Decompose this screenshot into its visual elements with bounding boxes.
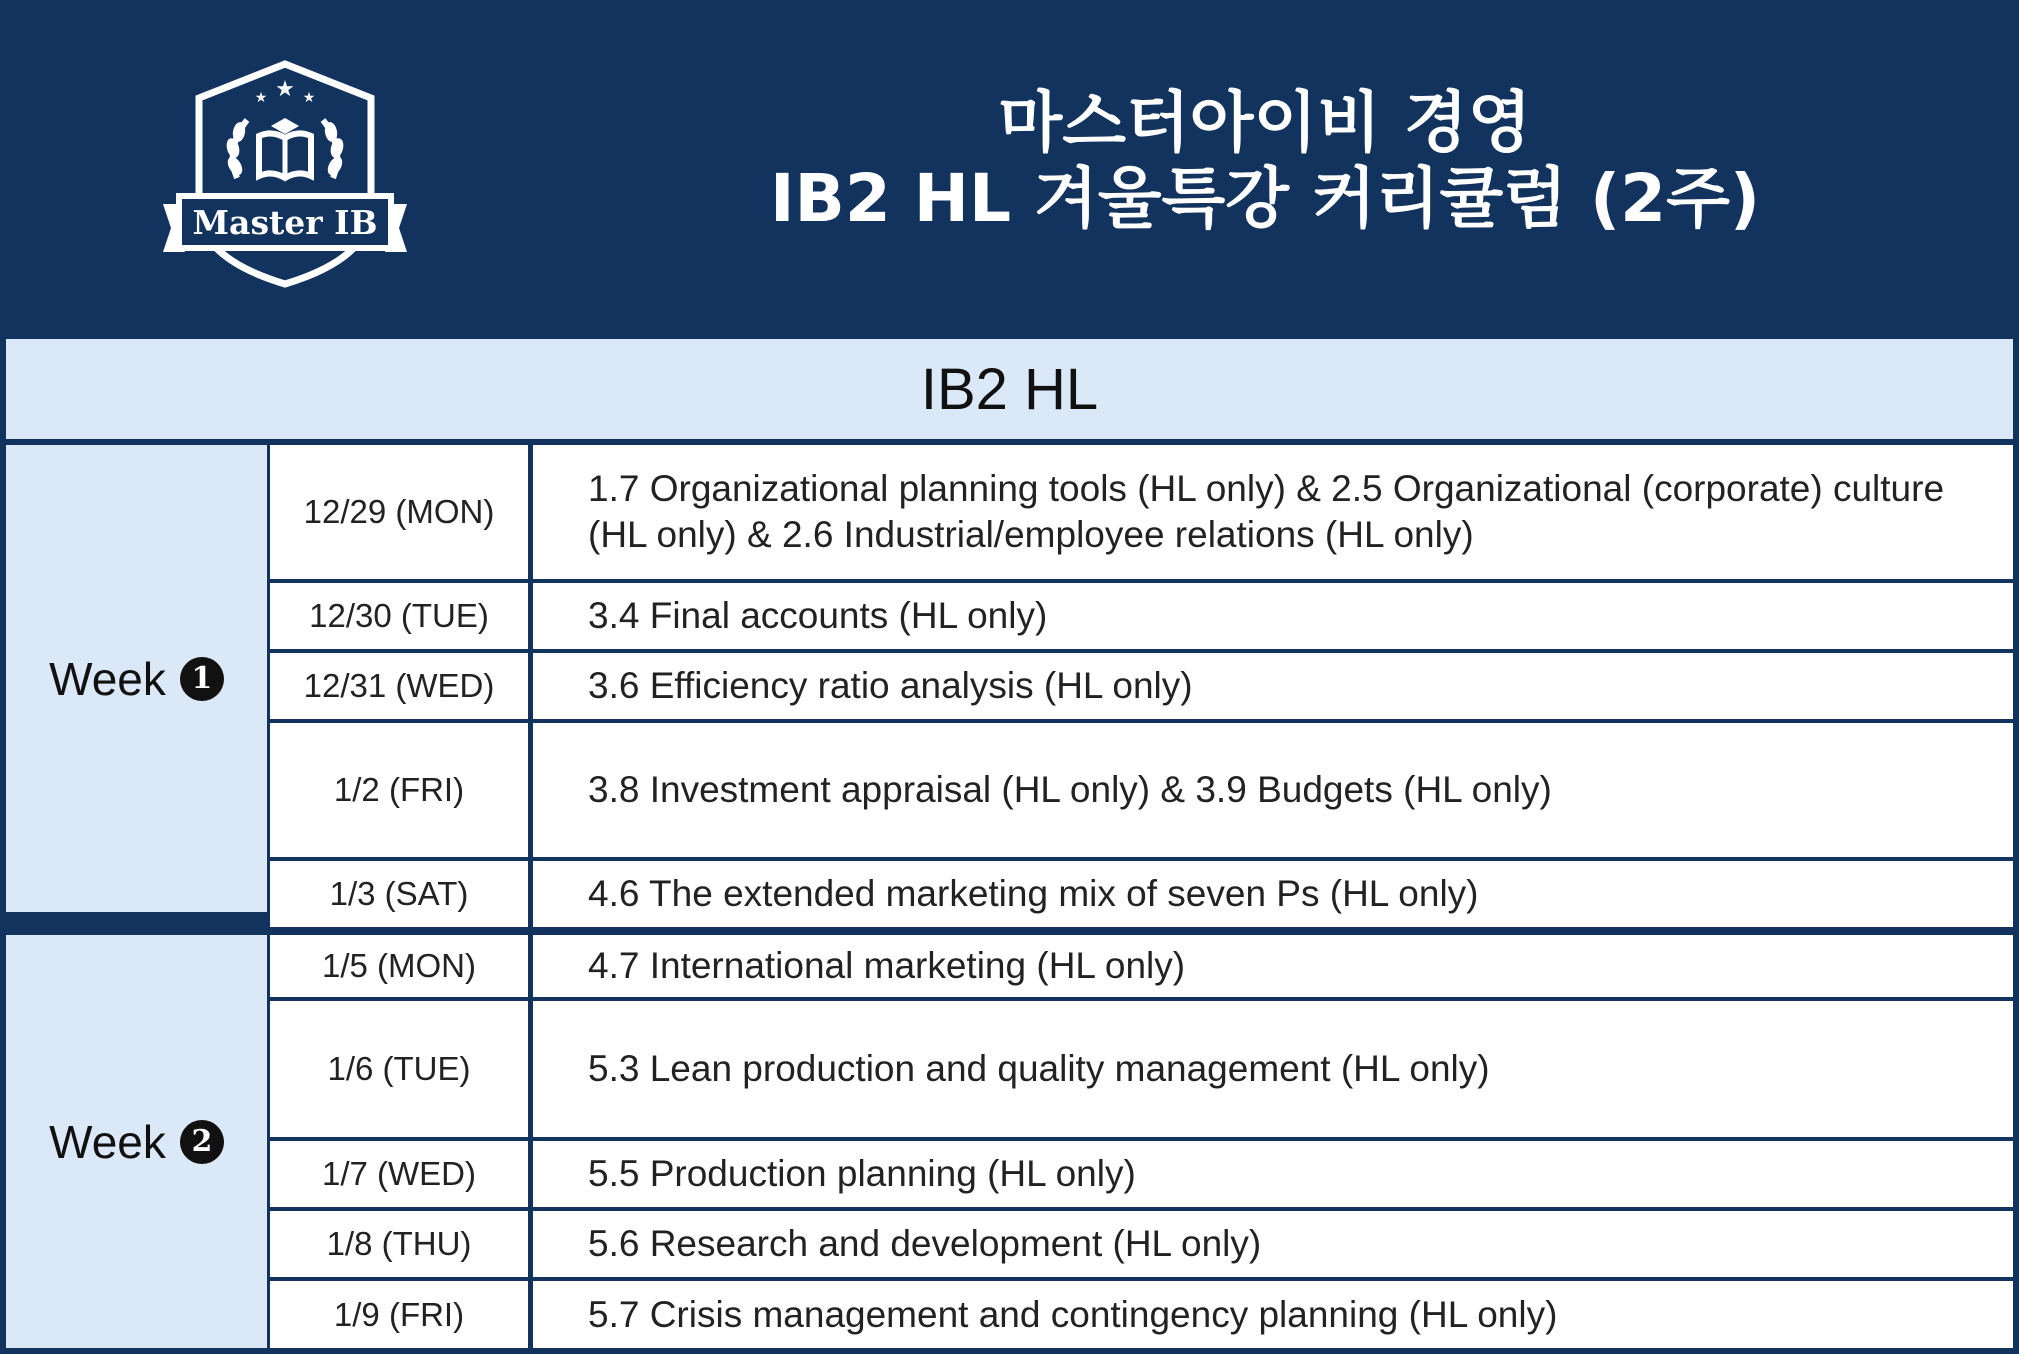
topic-cell: 3.4 Final accounts (HL only) [533, 583, 2013, 649]
date-cell: 1/5 (MON) [270, 935, 528, 997]
date-cell: 1/3 (SAT) [270, 861, 528, 927]
date-cell: 1/2 (FRI) [270, 723, 528, 857]
logo-text: Master IB [192, 203, 378, 242]
svg-text:★: ★ [254, 90, 268, 106]
title-line-1: 마스터아이비 경영 [998, 84, 1532, 161]
date-cell: 1/7 (WED) [270, 1141, 528, 1207]
week-2-cell [6, 935, 267, 1348]
svg-text:★: ★ [275, 77, 295, 102]
svg-text:★: ★ [302, 90, 316, 106]
topic-cell: 5.5 Production planning (HL only) [533, 1141, 2013, 1207]
topic-cell: 5.7 Crisis management and contingency planning (HL only) [533, 1281, 2013, 1348]
date-cell: 1/9 (FRI) [270, 1281, 528, 1348]
date-cell: 12/29 (MON) [270, 445, 528, 579]
topic-cell: 1.7 Organizational planning tools (HL only) & 2.5 Organizational (corporate) culture (HL only) & 2.6 Industrial/employee relations (HL only) [533, 445, 2013, 579]
week-1-cell [6, 445, 267, 912]
page-title [520, 85, 2010, 237]
week-number-badge: 2 [180, 1120, 224, 1164]
date-cell: 12/31 (WED) [270, 653, 528, 719]
topic-cell: 4.6 The extended marketing mix of seven Ps (HL only) [533, 861, 2013, 927]
topic-cell: 3.8 Investment appraisal (HL only) & 3.9 Budgets (HL only) [533, 723, 2013, 857]
topic-cell: 5.3 Lean production and quality management (HL only) [533, 1001, 2013, 1137]
topic-cell: 4.7 International marketing (HL only) [533, 935, 2013, 997]
master-ib-logo [155, 58, 415, 290]
topic-cell: 5.6 Research and development (HL only) [533, 1211, 2013, 1277]
topic-cell: 3.6 Efficiency ratio analysis (HL only) [533, 653, 2013, 719]
curriculum-table [6, 339, 2013, 1348]
header [0, 0, 2019, 339]
week-number-badge: 1 [180, 657, 224, 701]
date-cell: 1/8 (THU) [270, 1211, 528, 1277]
subject-header: IB2 HL [6, 339, 2013, 439]
title-line-2: IB2 HL 겨울특강 커리큘럼 (2주) [769, 160, 1761, 237]
date-cell: 12/30 (TUE) [270, 583, 528, 649]
week-label: Week [49, 652, 166, 705]
date-cell: 1/6 (TUE) [270, 1001, 528, 1137]
week-label: Week [49, 1115, 166, 1168]
